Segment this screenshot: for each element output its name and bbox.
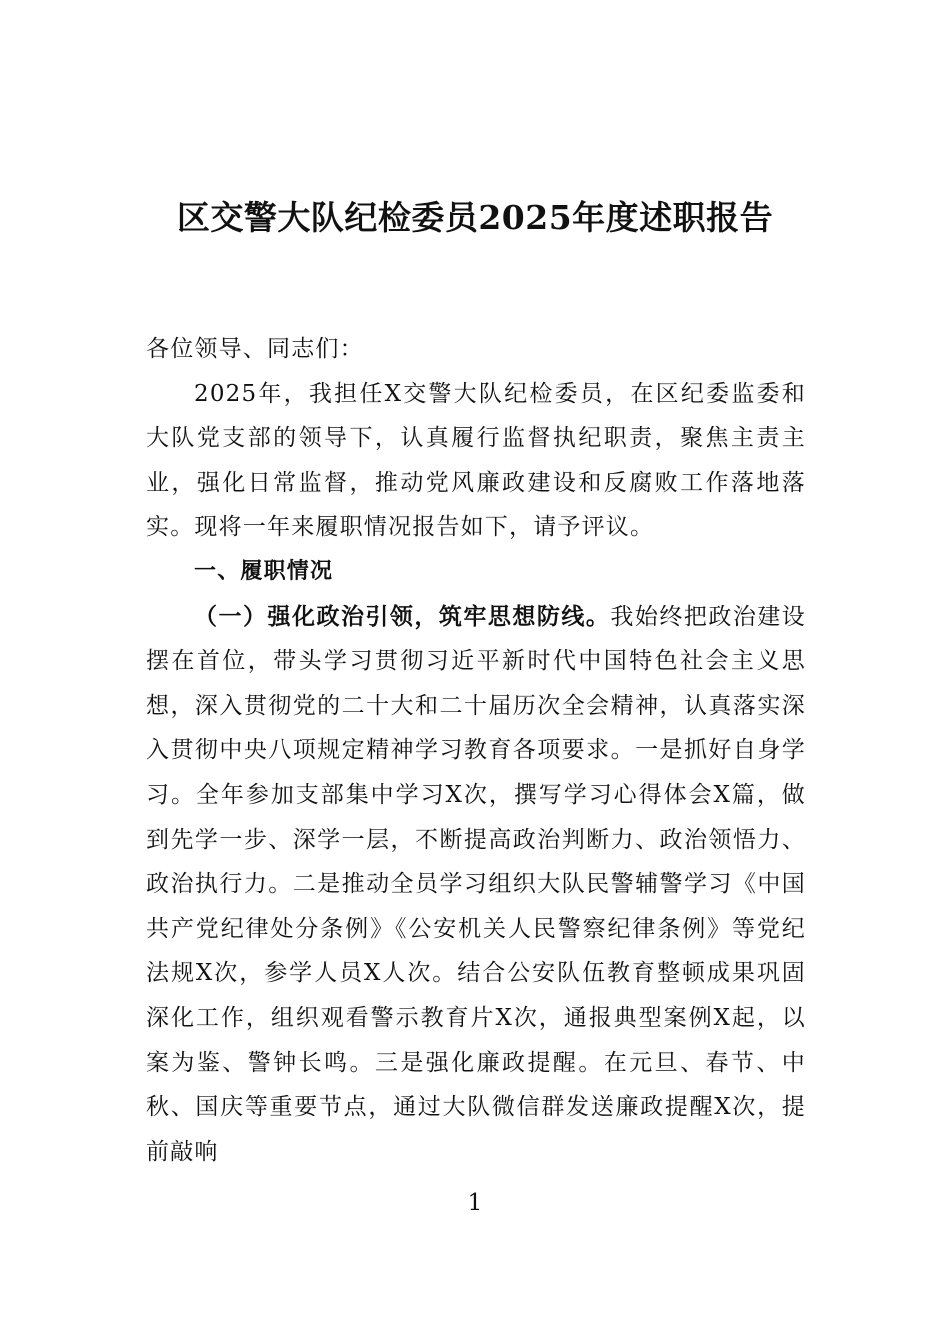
intro-paragraph: 2025年，我担任X交警大队纪检委员，在区纪委监委和大队党支部的领导下，认真履行监督执纪职责，聚焦主责主业，强化日常监督，推动党风廉政建设和反腐败工作落地落实。现将一年来履职情况报告如下，请予评议。 bbox=[146, 380, 806, 541]
document-title: 区交警大队纪检委员2025年度述职报告 bbox=[176, 198, 774, 237]
subsection-paragraph bbox=[146, 595, 806, 1175]
section-heading: 一、履职情况 bbox=[194, 558, 334, 584]
salutation: 各位领导、同志们： bbox=[146, 336, 364, 362]
page-number: 1 bbox=[467, 1190, 483, 1216]
document-body bbox=[146, 327, 806, 1174]
subsection-lead: （一）强化政治引领，筑牢思想防线。 bbox=[194, 602, 611, 630]
subsection-body: 我始终把政治建设摆在首位，带头学习贯彻习近平新时代中国特色社会主义思想，深入贯彻党的二十大和二十届历次全会精神，认真落实深入贯彻中央八项规定精神学习教育各项要求。一是抓好自身学习。全年参加支部集中学习X次，撰写学习心得体会X篇，做到先学一步、深学一层，不断提高政治判断力、政治领悟力、政治执行力。二是推动全员学习组织大队民警辅警学习《中国共产党纪律处分条例》《公安机关人民警察纪律条例》等党纪法规X次，参学人员X人次。结合公安队伍教育整顿成果巩固深化工作，组织观看警示教育片X次，通报典型案例X起，以案为鉴、警钟长鸣。三是强化廉政提醒。在元旦、春节、中秋、国庆等重要节点，通过大队微信群发送廉政提醒X次，提前敲响 bbox=[146, 603, 806, 1165]
